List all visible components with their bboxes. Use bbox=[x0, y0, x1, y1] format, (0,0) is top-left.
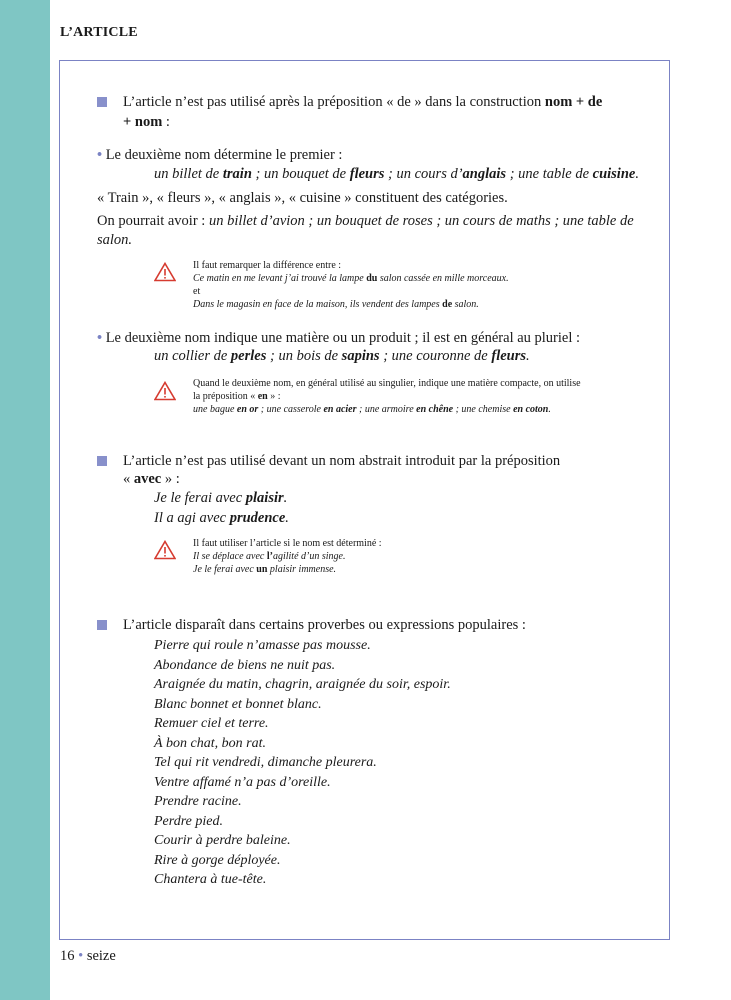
note2-example-segment: en acier bbox=[323, 404, 357, 415]
section1-line1-bold: nom + de bbox=[544, 94, 603, 110]
sub2-example-segment: ; une couronne de bbox=[379, 348, 492, 364]
side-color-band bbox=[0, 0, 50, 1000]
sub1-example-segment: anglais bbox=[462, 166, 507, 182]
ex1-post: . bbox=[283, 490, 288, 506]
sub1-example-segment: . bbox=[635, 166, 639, 182]
page-number: 16 bbox=[60, 948, 75, 964]
note3-l3c: plaisir immense. bbox=[267, 564, 337, 575]
sub1-alternatives-line1 bbox=[97, 213, 637, 230]
sub1-example-segment: fleurs bbox=[349, 166, 385, 182]
dot-bullet-icon: • bbox=[78, 948, 84, 964]
proverb-item: Tel qui rit vendredi, dimanche pleurera. bbox=[154, 755, 377, 770]
ex1-bold: plaisir bbox=[245, 490, 284, 506]
section2-line1: L’article n’est pas utilisé devant un nom abstrait introduit par la préposition bbox=[123, 453, 561, 469]
note1-l2b: du bbox=[366, 273, 378, 284]
section1-line1 bbox=[123, 94, 602, 111]
sub1-alt-pre: On pourrait avoir : bbox=[97, 213, 209, 229]
note2-example-segment: . bbox=[548, 404, 551, 415]
warning-triangle-icon bbox=[154, 262, 176, 282]
note1-l4c: salon. bbox=[452, 299, 479, 310]
sub1-categories: « Train », « fleurs », « anglais », « cuisine » constituent des catégories. bbox=[97, 190, 508, 206]
section2-line2-bold: avec bbox=[133, 471, 162, 487]
warning-triangle-icon bbox=[154, 540, 176, 560]
dot-bullet-icon: • bbox=[97, 147, 103, 163]
proverb-item: Ventre affamé n’a pas d’oreille. bbox=[154, 774, 331, 790]
note1 bbox=[193, 259, 509, 311]
sub2-example-segment: ; un bois de bbox=[266, 348, 342, 364]
note1-line3: et bbox=[193, 286, 201, 297]
sub1-alternatives-line2 bbox=[97, 232, 132, 249]
sub2-intro bbox=[97, 330, 580, 347]
sub1-examples bbox=[154, 166, 639, 183]
sub1-intro bbox=[97, 147, 342, 164]
page-footer bbox=[60, 948, 116, 965]
sub1-example-segment: ; un bouquet de bbox=[251, 166, 350, 182]
proverb-item: Perdre pied. bbox=[154, 813, 223, 829]
ex1-pre: Je le ferai avec bbox=[154, 490, 246, 506]
sub2-example-segment: fleurs bbox=[491, 348, 527, 364]
sub2-example-segment: . bbox=[526, 348, 530, 364]
sub1-example-segment: cuisine bbox=[592, 166, 636, 182]
note3-line2 bbox=[193, 550, 382, 563]
warning-triangle-icon bbox=[154, 381, 176, 401]
note3-l2c: agilité d’un singe. bbox=[272, 551, 346, 562]
note2-l2a: la préposition « bbox=[193, 391, 258, 402]
square-bullet-icon bbox=[97, 97, 107, 107]
note2-l2c: » : bbox=[267, 391, 281, 402]
sub1-alt-italic1: un billet d’avion ; un bouquet de roses ; un cours de maths ; une table de bbox=[208, 213, 634, 229]
section1-line2 bbox=[123, 114, 170, 131]
section2-example2 bbox=[154, 510, 289, 527]
section1-line2-text: : bbox=[162, 114, 170, 130]
section2-example1 bbox=[154, 490, 287, 507]
page-header: L’ARTICLE bbox=[60, 25, 138, 40]
sub1-alt-italic2: salon. bbox=[97, 232, 133, 248]
note3-l2b: l’ bbox=[266, 551, 273, 562]
proverb-item: Prendre racine. bbox=[154, 794, 242, 809]
note3-line3 bbox=[193, 563, 382, 576]
note3-line1: Il faut utiliser l’article si le nom est déterminé : bbox=[193, 538, 382, 549]
sub1-example-segment: ; une table de bbox=[506, 166, 593, 182]
note1-line1: Il faut remarquer la différence entre : bbox=[193, 260, 342, 271]
proverb-item: Chantera à tue-tête. bbox=[154, 872, 267, 887]
section1-line1-text: L’article n’est pas utilisé après la préposition « de » dans la construction bbox=[123, 94, 545, 110]
square-bullet-icon bbox=[97, 620, 107, 630]
note2-example-segment: ; une armoire bbox=[356, 404, 417, 415]
note1-line2 bbox=[193, 272, 509, 285]
note1-l4b: de bbox=[442, 299, 453, 310]
note2-line3 bbox=[193, 403, 581, 416]
sub2-example-segment: un collier de bbox=[154, 348, 231, 364]
proverb-item: Pierre qui roule n’amasse pas mousse. bbox=[154, 638, 371, 653]
proverb-item: À bon chat, bon rat. bbox=[154, 735, 266, 751]
ex2-post: . bbox=[285, 510, 289, 526]
note1-l4a: Dans le magasin en face de la maison, ils vendent des lampes bbox=[193, 299, 443, 310]
ex2-bold: prudence bbox=[229, 510, 286, 526]
note3-l2a: Il se déplace avec bbox=[193, 551, 267, 562]
section2-line2 bbox=[123, 471, 180, 488]
note2-example-segment: en coton bbox=[513, 404, 549, 415]
square-bullet-icon bbox=[97, 456, 107, 466]
note2-example-segment: en or bbox=[236, 404, 259, 415]
note1-line4 bbox=[193, 298, 509, 311]
proverb-list bbox=[154, 636, 451, 890]
section3-intro: L’article disparaît dans certains proverbes ou expressions populaires : bbox=[123, 617, 526, 633]
sub1-example-segment: ; un cours d’ bbox=[384, 166, 463, 182]
proverb-item: Courir à perdre baleine. bbox=[154, 833, 291, 848]
note2-l2b: en bbox=[257, 391, 268, 402]
note2-example-segment: ; une chemise bbox=[453, 404, 514, 415]
note3-l3b: un bbox=[256, 564, 268, 575]
note3 bbox=[193, 537, 382, 576]
note1-l2c: salon cassée en mille morceaux. bbox=[377, 273, 509, 284]
proverb-item: Blanc bonnet et bonnet blanc. bbox=[154, 696, 322, 712]
sub1-example-segment: train bbox=[222, 166, 252, 182]
sub2-examples bbox=[154, 348, 530, 365]
note2-line1: Quand le deuxième nom, en général utilisé au singulier, indique une matière compacte, on utilise bbox=[193, 378, 581, 389]
proverb-item: Abondance de biens ne nuit pas. bbox=[154, 657, 336, 673]
page-number-word: seize bbox=[86, 948, 116, 964]
note1-l2a: Ce matin en me levant j’ai trouvé la lampe bbox=[193, 273, 367, 284]
section1-line2-bold: + nom bbox=[123, 114, 163, 130]
proverb-item: Rire à gorge déployée. bbox=[154, 852, 281, 868]
section2-line2-pre: « bbox=[123, 471, 134, 487]
note2 bbox=[193, 377, 581, 416]
ex2-pre: Il a agi avec bbox=[154, 510, 230, 526]
note2-example-segment: ; une casserole bbox=[258, 404, 324, 415]
sub1-example-segment: un billet de bbox=[154, 166, 223, 182]
note2-example-segment: une bague bbox=[193, 404, 237, 415]
sub2-example-segment: perles bbox=[230, 348, 267, 364]
section2-line2-post: » : bbox=[161, 471, 180, 487]
sub1-intro-text: Le deuxième nom détermine le premier : bbox=[105, 147, 343, 163]
sub2-example-segment: sapins bbox=[341, 348, 380, 364]
proverb-item: Remuer ciel et terre. bbox=[154, 716, 269, 731]
note2-line2 bbox=[193, 390, 581, 403]
sub2-intro-text: Le deuxième nom indique une matière ou un produit ; il est en général au pluriel : bbox=[105, 330, 581, 346]
dot-bullet-icon: • bbox=[97, 330, 103, 346]
note3-l3a: Je le ferai avec bbox=[193, 564, 257, 575]
proverb-item: Araignée du matin, chagrin, araignée du soir, espoir. bbox=[154, 677, 451, 692]
note2-example-segment: en chêne bbox=[416, 404, 454, 415]
